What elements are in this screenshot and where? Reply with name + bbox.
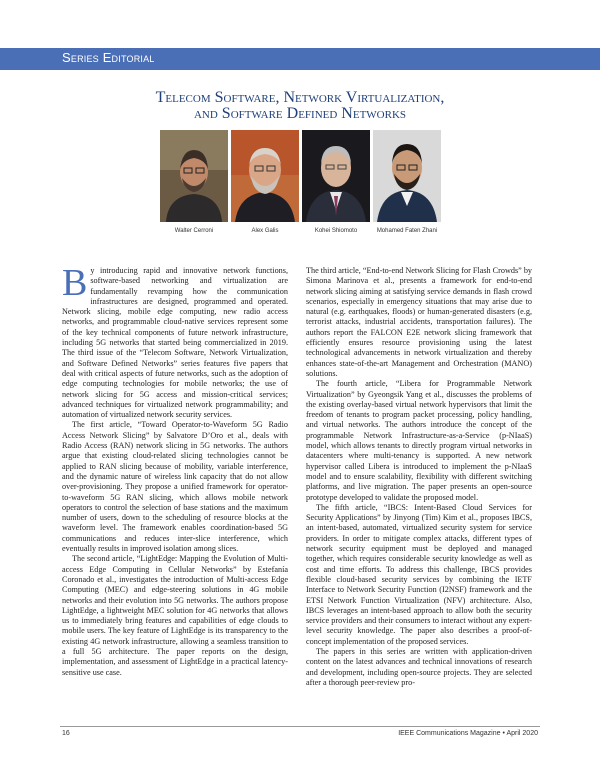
- title-line-1: Telecom Software, Network Virtualization,: [155, 89, 445, 106]
- paragraph-7: The papers in this series are written with application-driven content on the latest advances and technical innovations of research and development, including open-source projects. They are selected after a thorough peer-review pro-: [306, 646, 532, 687]
- editor-caption-4: Mohamed Faten Zhani: [376, 228, 438, 234]
- paragraph-4: The third article, “End-to-end Network Slicing for Flash Crowds” by Simona Marinova et al., presents a framework for end-to-end network slicing aiming at satisfying service demands in flash crowd scenarios, especially in emergency situations that may arise due to natural (e.g. earthquakes, floods) or human-generated disasters (e.g, terrorist attacks, industrial accidents, transportation failures). The authors report the FALCON E2E network slicing framework that efficiently ensures resource provisioning using the latest technological advancements in network virtualization and thereby enhances state-of-the-art Management and Orchestration (MANO) solutions.: [306, 266, 533, 378]
- paragraph-3: The second article, “LightEdge: Mapping the Evolution of Multi-access Edge Computing in Cellular Networks” by Estefanía Coronado et al., investigates the introduction of Multi-access Edge Computing (MEC) and edge-steering solutions in 4G mobile networks and their evolution into 5G networks. The authors propose LightEdge, a lightweight MEC solution for 4G networks that allows us to immediately bring features and capabilities of edge clouds to mobile users. The key feature of LightEdge is its transparency to the existing 4G network infrastructure, allowing a seamless transition to a full 5G architecture. The paper reports on the design, implementation, and assessment of LightEdge in a practical latency-sensitive use case.: [62, 554, 288, 677]
- paragraph-1-text: y introducing rapid and innovative network functions, software-based networking and virtualization are fundamentally revamping how the communication infrastructures are designed, programmed and operated. Network slicing, mobile edge computing, new radio access networks, and programmable cloud-native services represent some of the key technical components of future network infrastructure, including 5G networks that started being commercialized in 2019. The third issue of the “Telecom Software, Network Virtualization, and Software Defined Networks” series features five papers that deal with critical aspects of future networks, such as the adoption of edge computing technologies for mobile networks; the use of network slicing for 5G access and mission-critical services; advanced techniques for virtualized network programmability; and automation of virtualized network security services.: [62, 266, 288, 420]
- editor-photos: [160, 130, 440, 222]
- editor-photo-galis: [231, 130, 299, 222]
- series-label: Series Editorial: [62, 50, 155, 65]
- editor-caption-1: Walter Cerroni: [174, 228, 214, 234]
- editor-photo-zhani: [373, 130, 441, 222]
- left-column: [62, 262, 288, 678]
- editor-photo-cerroni: [160, 130, 228, 222]
- article-title: [60, 90, 540, 122]
- page-number: 16: [62, 730, 70, 737]
- paragraph-5: The fourth article, “Libera for Programmable Network Virtualization” by Gyeongsik Yang et al., discusses the problems of the existing overlay-based virtual network hypervisors that limit the freedom of tenants to program packet processing, policy handling, and virtual networks. The authors introduce the concept of the programmable Network Infrastructure-as-a-Service (p-NIaaS) model, which allows tenants to directly program virtual networks in datacenters where multi-tenancy is supported. A new network hypervisor called Libera is introduced to implement the p-NIaaS model and to ensure scalability, flexibility with different switching platforms, and live migration. The paper presents an open-source prototype developed to validate the proposed model.: [306, 379, 532, 502]
- editor-caption-2: Alex Galis: [251, 228, 279, 234]
- footer-divider: [60, 726, 540, 727]
- paragraph-1: [62, 262, 288, 420]
- drop-cap: B: [62, 262, 88, 304]
- journal-footer: IEEE Communications Magazine • April 2020: [398, 730, 538, 737]
- paragraph-2: The first article, “Toward Operator-to-Waveform 5G Radio Access Network Slicing” by Salvatore D’Oro et al., deals with Radio Access (RAN) network slicing in 5G networks. The authors argue that existing cloud-related slicing technologies cannot be applied to RAN slicing because of mobility, variable interference, and the dynamic nature of wireless link capacity that do not allow over-provisioning. They propose a unified framework for operator-to-waveform 5G RAN slicing, which allows mobile network operators to control the selection of base stations and the maximum number of users, down to the scheduling of resource blocks at the waveform level. The framework enables coordination-based 5G communications and reduces inter-slice interference, which eventually results in improved isolation among slices.: [62, 420, 288, 554]
- title-line-2: and Software Defined Networks: [193, 105, 407, 122]
- paragraph-6: The fifth article, “IBCS: Intent-Based Cloud Services for Security Applications” by Jinyong (Tim) Kim et al., proposes IBCS, an intent-based, automated, virtualized security system for service providers. In order to mitigate complex attacks, different types of network security equipment must be deployed and managed together, which requires considerable security knowledge as well as cost and time efforts. To address this challenge, IBCS provides flexible cloud-based security services by combining the IETF Interface to Network Security Function (I2NSF) framework and the ETSI Network Function Virtualization (NFV) architecture. Also, IBCS leverages an intent-based approach to allow both the security service providers and their consumers to interact without any expert-level security knowledge. The paper also describes a proof-of-concept implementation of the proposed services.: [306, 502, 532, 646]
- right-column: [306, 266, 532, 688]
- series-banner: [0, 48, 600, 70]
- editor-photo-shiomoto: [302, 130, 370, 222]
- editor-caption-3: Kohei Shiomoto: [314, 228, 358, 234]
